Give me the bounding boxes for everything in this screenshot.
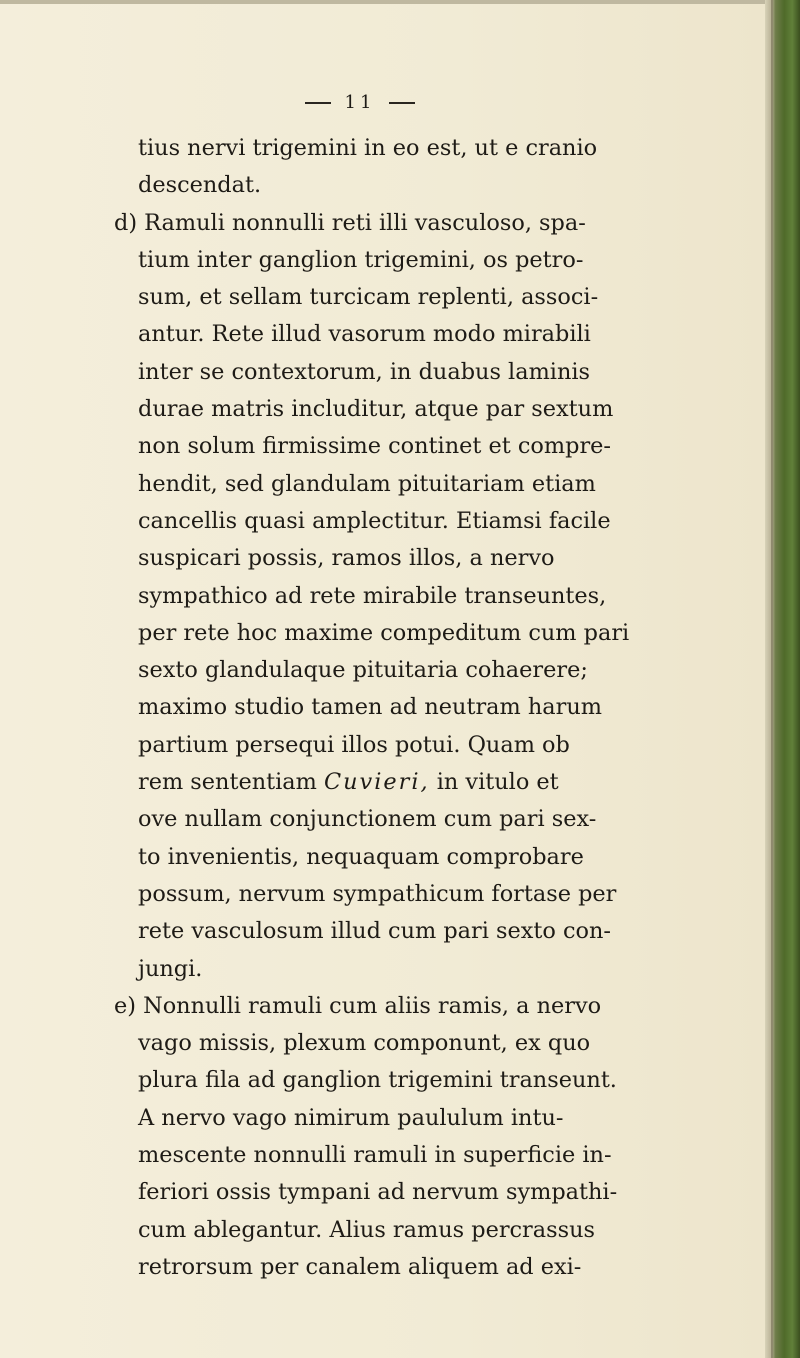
text-line-with-author	[138, 764, 658, 801]
text-line: non solum firmissime continet et compre-	[138, 433, 611, 460]
book-cover-edge	[765, 0, 800, 1358]
text-line: to invenientis, nequaquam comprobare	[138, 843, 584, 870]
body-text	[114, 130, 658, 1286]
text-line: possum, nervum sympathicum fortase per	[138, 880, 617, 907]
text-line: mescente nonnulli ramuli in superficie in-	[138, 1142, 612, 1169]
text-line: rete vasculosum illud cum pari sexto con-	[138, 918, 611, 945]
text-line: suspicari possis, ramos illos, a nervo	[138, 545, 555, 572]
paragraph-d-line: d) Ramuli nonnulli reti illi vasculoso, spa-	[114, 209, 586, 236]
page-top-edge	[0, 0, 765, 4]
text-line: A nervo vago nimirum paululum intu-	[138, 1104, 564, 1131]
text-line: tium inter ganglion trigemini, os petro-	[138, 246, 584, 273]
text-line: durae matris includitur, atque par sextum	[138, 396, 614, 423]
text-line: per rete hoc maxime compeditum cum pari	[138, 619, 630, 646]
cover-edge-line	[771, 0, 773, 1358]
text-line: feriori ossis tympani ad nervum sympathi-	[138, 1179, 618, 1206]
text-line: sum, et sellam turcicam replenti, associ-	[138, 284, 599, 311]
text-line: cancellis quasi amplectitur. Etiamsi facile	[138, 507, 611, 534]
text-line: vago missis, plexum componunt, ex quo	[138, 1030, 591, 1057]
text-line: hendit, sed glandulam pituitariam etiam	[138, 470, 596, 497]
page-number-dash-left	[305, 102, 331, 104]
text-line: plura fila ad ganglion trigemini transeunt.	[138, 1067, 617, 1094]
text-line: antur. Rete illud vasorum modo mirabili	[138, 321, 591, 348]
text-line: inter se contextorum, in duabus laminis	[138, 358, 591, 385]
page-number-text: 11	[344, 92, 376, 113]
text-line: sympathico ad rete mirabile transeuntes,	[138, 582, 607, 609]
text-line: sexto glandulaque pituitaria cohaerere;	[138, 657, 588, 684]
text-line: jungi.	[138, 955, 203, 982]
text-line: ove nullam conjunctionem cum pari sex-	[138, 806, 597, 833]
text-fragment: in vitulo et	[436, 769, 559, 796]
text-line: partium persequi illos potui. Quam ob	[138, 731, 570, 758]
text-fragment: rem sententiam	[138, 769, 317, 796]
author-name-cuvier: Cuvieri,	[324, 769, 430, 796]
text-line: tius nervi trigemini in eo est, ut e cranio	[138, 135, 598, 161]
text-line: maximo studio tamen ad neutram harum	[138, 694, 602, 721]
text-line: retrorsum per canalem aliquem ad exi-	[138, 1253, 582, 1280]
paragraph-e-line: e) Nonnulli ramuli cum aliis ramis, a nervo	[114, 992, 602, 1019]
page-number	[0, 92, 720, 113]
page-number-dash-right	[389, 102, 415, 104]
text-line: cum ablegantur. Alius ramus percrassus	[138, 1216, 596, 1243]
text-line: descendat.	[138, 172, 262, 199]
